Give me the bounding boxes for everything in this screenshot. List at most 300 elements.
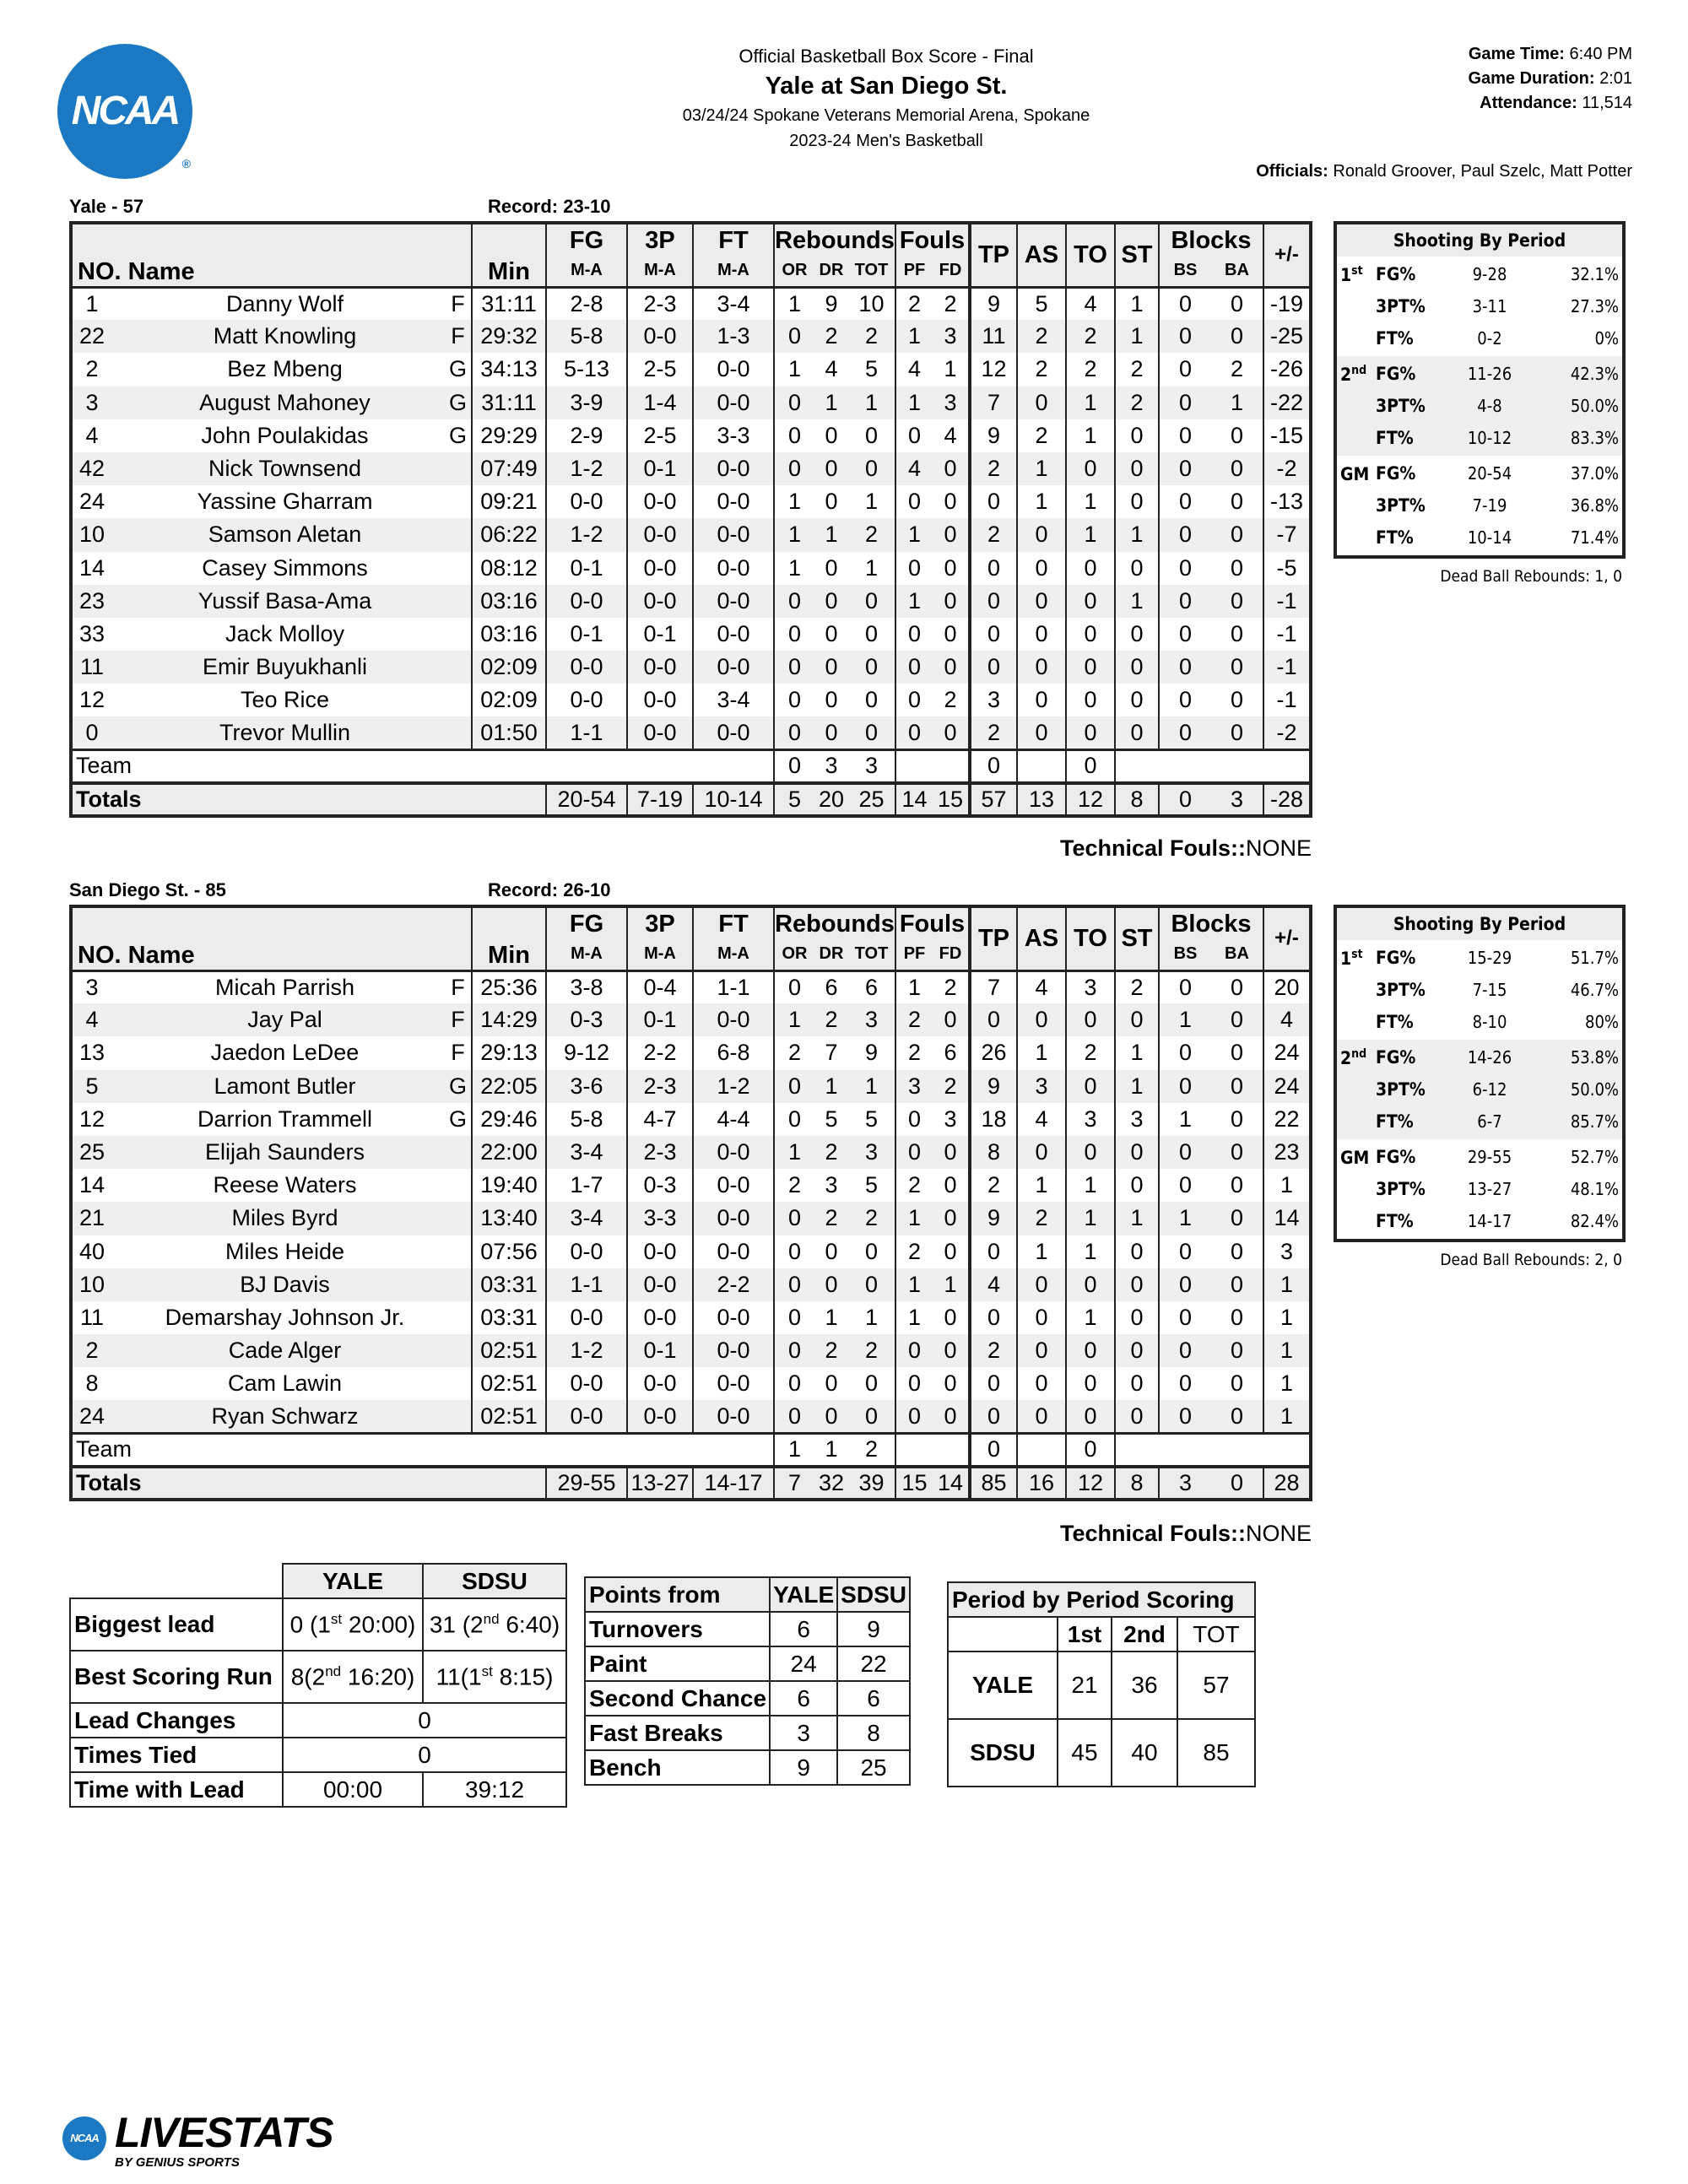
stat-tot: 3 <box>848 1136 895 1169</box>
points-from-table: Points from YALE SDSU Turnovers 6 9 Paint 24 22 Second Chance 6 6 Fast Breaks 3 8 Bench 9 25 <box>584 1576 911 1786</box>
player-name: Emir Buyukhanli <box>123 651 446 684</box>
percentage: 0% <box>1594 328 1619 349</box>
stat-dr: 2 <box>814 1003 848 1036</box>
stat-p3: 0-0 <box>627 1235 693 1268</box>
stat-pm: -2 <box>1263 452 1311 485</box>
total-st: 8 <box>1115 783 1159 816</box>
stat-dr: 1 <box>814 1070 848 1103</box>
made-attempted: 6-7 <box>1477 1111 1502 1132</box>
stat-dr: 2 <box>814 1136 848 1169</box>
stat-tp: 8 <box>970 1136 1017 1169</box>
stat-to: 1 <box>1066 419 1115 452</box>
player-number: 14 <box>78 554 106 581</box>
stat-or: 0 <box>774 1268 814 1301</box>
total-tp: 57 <box>970 783 1017 816</box>
player-position: G <box>446 1070 472 1103</box>
stat-st: 1 <box>1115 1070 1159 1103</box>
stat-ft: 0-0 <box>693 1334 774 1367</box>
stat-ba: 0 <box>1230 554 1244 581</box>
player-name: Lamont Butler <box>123 1070 446 1103</box>
stat-pf: 0 <box>895 419 933 452</box>
stat-pf: 0 <box>895 1103 933 1136</box>
stat-ba: 0 <box>1230 422 1244 448</box>
stat-p3: 0-0 <box>627 684 693 716</box>
stat-tot: 3 <box>848 1003 895 1036</box>
stat-st: 0 <box>1115 1169 1159 1202</box>
stat-ba: 0 <box>1230 489 1244 515</box>
total-dr: 32 <box>814 1467 848 1500</box>
shooting-by-period <box>1334 221 1626 559</box>
player-name: Yussif Basa-Ama <box>123 585 446 618</box>
player-min: 07:49 <box>472 452 546 485</box>
stat-bs: 0 <box>1159 320 1211 353</box>
stat-as: 1 <box>1017 1235 1066 1268</box>
stat-as: 3 <box>1017 1070 1066 1103</box>
team-name-score: Yale - 57 <box>69 196 144 217</box>
stat-or: 0 <box>774 618 814 651</box>
shooting-row <box>1337 422 1622 454</box>
player-name: BJ Davis <box>123 1268 446 1301</box>
stat-tp: 0 <box>970 552 1017 585</box>
stat-as: 0 <box>1017 716 1066 749</box>
stat-as: 0 <box>1017 1400 1066 1433</box>
stat-p3: 0-1 <box>627 452 693 485</box>
percentage: 32.1% <box>1570 264 1619 284</box>
stat-tot: 0 <box>848 651 895 684</box>
stat-ba: 0 <box>1211 585 1263 618</box>
player-position <box>446 1235 472 1268</box>
stat-as: 5 <box>1017 287 1066 320</box>
stat-p3: 0-3 <box>627 1169 693 1202</box>
total-fd: 15 <box>933 783 970 816</box>
stat-ft: 4-4 <box>693 1103 774 1136</box>
made-attempted: 3-11 <box>1472 296 1507 316</box>
stat-st: 0 <box>1115 1334 1159 1367</box>
stat-ft: 0-0 <box>693 1202 774 1235</box>
stat-ba: 2 <box>1230 356 1244 382</box>
stat-fg: 3-6 <box>546 1070 627 1103</box>
stat-fg: 3-9 <box>546 387 627 419</box>
stat-p3: 0-0 <box>627 1301 693 1334</box>
percentage: 27.3% <box>1570 296 1619 316</box>
player-number: 11 <box>79 1304 105 1330</box>
stat-label: 3PT% <box>1376 495 1426 516</box>
stat-to: 1 <box>1066 1169 1115 1202</box>
shooting-row <box>1337 358 1622 390</box>
total-fg: 29-55 <box>546 1467 627 1500</box>
total-bs: 0 <box>1159 783 1211 816</box>
stat-as: 1 <box>1017 452 1066 485</box>
stat-fg: 0-0 <box>546 651 627 684</box>
stat-ft: 3-3 <box>693 419 774 452</box>
ncaa-logo-text: NCAA <box>71 89 179 133</box>
player-row <box>71 1235 1311 1268</box>
player-position: F <box>446 1003 472 1036</box>
stat-p3: 1-4 <box>627 387 693 419</box>
stat-tot: 0 <box>864 687 879 713</box>
player-row <box>71 684 1311 716</box>
stat-bs: 0 <box>1159 1301 1211 1334</box>
player-min: 13:40 <box>472 1202 546 1235</box>
stat-dr: 0 <box>825 489 838 515</box>
stat-ft: 0-0 <box>693 651 774 684</box>
player-row <box>71 1400 1311 1433</box>
stat-st: 0 <box>1115 716 1159 749</box>
player-position: G <box>448 422 467 448</box>
stat-label: 3PT% <box>1376 396 1426 416</box>
totals-row: Totals 29-55 13-27 14-17 7 32 39 15 14 85 16 12 8 3 0 28 <box>71 1467 1311 1500</box>
stat-tp: 0 <box>970 1301 1017 1334</box>
shooting-row <box>1337 1041 1622 1073</box>
stat-pm: 22 <box>1263 1103 1311 1136</box>
stat-pf: 0 <box>895 618 933 651</box>
stat-tp: 26 <box>970 1036 1017 1069</box>
percentage: 85.7% <box>1570 1111 1619 1132</box>
stat-pf: 0 <box>895 651 933 684</box>
stat-ba: 0 <box>1230 1370 1244 1397</box>
stat-dr: 0 <box>814 1400 848 1433</box>
percentage: 46.7% <box>1570 980 1619 1000</box>
player-position <box>446 1169 472 1202</box>
stat-dr: 0 <box>825 1238 838 1264</box>
stat-pf: 0 <box>895 1367 933 1400</box>
stat-ba: 0 <box>1230 1106 1244 1132</box>
stat-pm: 14 <box>1263 1202 1311 1235</box>
stat-to: 0 <box>1066 552 1115 585</box>
player-row <box>71 387 1311 419</box>
stat-or: 0 <box>774 585 814 618</box>
stat-tot: 10 <box>858 290 885 316</box>
player-min: 22:00 <box>472 1136 546 1169</box>
stat-dr: 2 <box>814 1334 848 1367</box>
stat-pf: 0 <box>895 1136 933 1169</box>
made-attempted: 7-19 <box>1472 495 1507 516</box>
percentage: 80% <box>1585 1012 1619 1032</box>
player-row <box>71 485 1311 518</box>
stat-pf: 2 <box>895 1036 933 1069</box>
stat-st: 0 <box>1115 1003 1159 1036</box>
stat-or: 0 <box>774 387 814 419</box>
player-min: 31:11 <box>472 387 546 419</box>
stat-st: 0 <box>1115 485 1159 518</box>
stat-as: 0 <box>1017 618 1066 651</box>
stat-to: 1 <box>1066 518 1115 551</box>
total-pm: 28 <box>1263 1467 1311 1500</box>
points-from-row: Turnovers 6 9 <box>585 1612 910 1646</box>
points-from-row: Paint 24 22 <box>585 1646 910 1681</box>
game-info <box>1468 42 1632 116</box>
percentage: 36.8% <box>1570 495 1619 516</box>
stat-to: 0 <box>1066 716 1115 749</box>
stat-tp: 0 <box>970 585 1017 618</box>
stat-ft: 0-0 <box>693 1136 774 1169</box>
stat-tot: 0 <box>864 422 879 448</box>
total-ft: 10-14 <box>693 783 774 816</box>
player-position <box>446 552 472 585</box>
stat-fd: 0 <box>944 620 957 646</box>
player-number: 5 <box>71 1070 123 1103</box>
stat-fg: 2-8 <box>546 287 627 320</box>
stat-bs: 0 <box>1159 618 1211 651</box>
stat-tp: 18 <box>970 1103 1017 1136</box>
team-row: Team 1 1 2 0 0 <box>71 1434 1311 1467</box>
no-name-header: NO. Name <box>71 223 472 287</box>
stat-pm: -1 <box>1263 618 1311 651</box>
venue: 03/24/24 Spokane Veterans Memorial Arena, Spokane <box>682 106 1090 125</box>
player-position <box>446 1136 472 1169</box>
shooting-row <box>1337 522 1622 554</box>
shooting-row <box>1337 258 1622 290</box>
stat-p3: 0-0 <box>627 552 693 585</box>
player-number: 21 <box>71 1202 123 1235</box>
made-attempted: 8-10 <box>1472 1012 1507 1032</box>
percentage: 37.0% <box>1570 463 1619 484</box>
stat-to: 0 <box>1066 1268 1115 1301</box>
stat-pf: 2 <box>895 1169 933 1202</box>
stat-pf: 0 <box>895 1334 933 1367</box>
stat-fg: 9-12 <box>546 1036 627 1069</box>
stat-st: 0 <box>1115 1235 1159 1268</box>
stat-tp: 9 <box>970 1202 1017 1235</box>
shooting-row <box>1337 1205 1622 1237</box>
stat-fd: 0 <box>933 1202 970 1235</box>
player-number: 8 <box>85 1370 99 1397</box>
player-row <box>71 716 1311 749</box>
stat-to: 0 <box>1066 1136 1115 1169</box>
stat-tp: 12 <box>970 353 1017 386</box>
percentage: 50.0% <box>1570 396 1619 416</box>
stat-or: 2 <box>774 1036 814 1069</box>
stat-bs: 0 <box>1159 1367 1211 1400</box>
player-row <box>71 419 1311 452</box>
stat-tot: 0 <box>848 452 895 485</box>
stat-tp: 11 <box>970 320 1017 353</box>
period-label: 1st <box>1340 263 1363 285</box>
stat-p3: 2-5 <box>627 419 693 452</box>
stat-as: 1 <box>1017 485 1066 518</box>
totals-row: Totals 20-54 7-19 10-14 5 20 25 14 15 57 13 12 8 0 3 -28 <box>71 783 1311 816</box>
stat-label: FT% <box>1376 1211 1414 1231</box>
player-row <box>71 552 1311 585</box>
col-yale: YALE <box>283 1564 423 1598</box>
period-group <box>1337 356 1622 456</box>
player-position <box>446 585 472 618</box>
col-sdsu: SDSU <box>423 1564 566 1598</box>
stat-bs: 0 <box>1159 552 1211 585</box>
stat-p3: 0-0 <box>627 1367 693 1400</box>
stat-st: 2 <box>1115 387 1159 419</box>
player-min: 29:46 <box>472 1103 546 1136</box>
stat-to: 2 <box>1066 1036 1115 1069</box>
total-p3: 13-27 <box>627 1467 693 1500</box>
stat-tot: 0 <box>848 716 895 749</box>
player-row <box>71 651 1311 684</box>
stat-dr: 1 <box>825 1304 838 1330</box>
stat-pf: 0 <box>895 1400 933 1433</box>
stat-fg: 0-0 <box>546 1235 627 1268</box>
stat-p3: 0-4 <box>627 970 693 1003</box>
stat-fg: 5-13 <box>546 353 627 386</box>
stat-p3: 4-7 <box>627 1103 693 1136</box>
stat-ft: 3-4 <box>693 287 774 320</box>
player-row <box>71 1070 1311 1103</box>
stat-or: 0 <box>774 684 814 716</box>
stat-p3: 0-0 <box>627 485 693 518</box>
technical-fouls: Technical Fouls::NONE <box>1059 1521 1312 1546</box>
stat-pf: 4 <box>895 353 933 386</box>
stat-tot: 0 <box>848 1268 895 1301</box>
times-tied-value: 0 <box>283 1738 566 1772</box>
player-row <box>71 320 1311 353</box>
report-title: Yale at San Diego St. <box>765 73 1008 100</box>
attendance: Attendance: 11,514 <box>1480 94 1632 112</box>
stat-pm: 4 <box>1263 1003 1311 1036</box>
stat-tot: 2 <box>848 518 895 551</box>
stat-fd: 0 <box>944 489 957 515</box>
stat-ft: 0-0 <box>693 518 774 551</box>
stat-pf: 0 <box>895 716 933 749</box>
player-number: 3 <box>71 387 123 419</box>
player-name: Demarshay Johnson Jr. <box>165 1304 405 1330</box>
stat-ba: 0 <box>1230 290 1244 316</box>
player-position: G <box>446 387 472 419</box>
stat-to: 4 <box>1066 287 1115 320</box>
stat-p3: 0-0 <box>627 518 693 551</box>
stat-or: 0 <box>774 1334 814 1367</box>
player-min: 01:50 <box>472 716 546 749</box>
stat-pm: 1 <box>1263 1268 1311 1301</box>
stat-pf: 2 <box>895 287 933 320</box>
period-group <box>1337 456 1622 555</box>
stat-fg: 3-4 <box>546 1202 627 1235</box>
percentage: 83.3% <box>1570 428 1619 448</box>
player-row <box>71 1169 1311 1202</box>
stat-or: 0 <box>774 452 814 485</box>
stat-fd: 4 <box>944 422 957 448</box>
min-header: Min <box>472 906 546 970</box>
stat-fg: 0-0 <box>546 585 627 618</box>
stat-st: 0 <box>1115 684 1159 716</box>
stat-bs: 0 <box>1159 1334 1211 1367</box>
player-number: 25 <box>71 1136 123 1169</box>
player-name: August Mahoney <box>123 387 446 419</box>
stat-label: FT% <box>1376 1111 1414 1132</box>
player-name: Jaedon LeDee <box>210 1040 360 1066</box>
player-number: 0 <box>71 716 123 749</box>
stat-fd: 3 <box>933 320 970 353</box>
stat-tot: 5 <box>864 1106 879 1132</box>
total-tp: 85 <box>970 1467 1017 1500</box>
player-row <box>71 1202 1311 1235</box>
player-name: Reese Waters <box>213 1172 357 1198</box>
player-min: 03:31 <box>472 1301 546 1334</box>
stat-tp: 7 <box>970 970 1017 1003</box>
stat-ba: 0 <box>1230 687 1244 713</box>
percentage: 50.0% <box>1570 1079 1619 1100</box>
stat-pf: 2 <box>895 1235 933 1268</box>
player-position <box>446 485 472 518</box>
made-attempted: 11-26 <box>1467 364 1512 384</box>
player-min: 08:12 <box>472 552 546 585</box>
stat-ft: 1-1 <box>693 970 774 1003</box>
stat-fd: 0 <box>933 585 970 618</box>
stat-st: 0 <box>1115 552 1159 585</box>
player-number: 14 <box>78 1172 106 1198</box>
stat-pm: 20 <box>1263 970 1311 1003</box>
stat-tot: 1 <box>864 554 879 581</box>
player-name: Miles Byrd <box>123 1202 446 1235</box>
stat-pm: -15 <box>1263 419 1311 452</box>
stat-tp: 0 <box>970 485 1017 518</box>
stat-tot: 1 <box>864 489 879 515</box>
stat-ft: 2-2 <box>693 1268 774 1301</box>
stat-ft: 0-0 <box>693 1235 774 1268</box>
shooting-by-period <box>1334 905 1626 1242</box>
player-min: 34:13 <box>472 353 546 386</box>
stat-fd: 2 <box>944 974 957 1000</box>
stat-tp: 0 <box>970 651 1017 684</box>
stat-pm: 1 <box>1263 1334 1311 1367</box>
stat-to: 0 <box>1066 1400 1115 1433</box>
player-name: Micah Parrish <box>214 974 355 1000</box>
stat-bs: 0 <box>1159 353 1211 386</box>
period-scoring-table: Period by Period Scoring 1st 2nd TOT YALE 21 36 57 SDSU 45 40 85 <box>947 1581 1256 1787</box>
stat-tp: 3 <box>970 684 1017 716</box>
stat-to: 0 <box>1066 684 1115 716</box>
player-row <box>71 1301 1311 1334</box>
stat-or: 1 <box>774 1003 814 1036</box>
stat-tot: 5 <box>864 356 879 382</box>
stat-or: 0 <box>774 1103 814 1136</box>
stat-ft: 0-0 <box>693 585 774 618</box>
player-number: 33 <box>78 620 106 646</box>
stat-pm: -1 <box>1263 585 1311 618</box>
dead-ball-rebounds: Dead Ball Rebounds: 2, 0 <box>1440 1251 1622 1269</box>
stat-pm: -1 <box>1263 651 1311 684</box>
period-label: GM <box>1340 463 1370 484</box>
player-number: 4 <box>71 1003 123 1036</box>
stat-fd: 2 <box>944 687 957 713</box>
stat-to: 2 <box>1066 353 1115 386</box>
player-name: Cam Lawin <box>227 1370 343 1397</box>
stat-dr: 2 <box>814 320 848 353</box>
time-with-lead-yale: 00:00 <box>283 1772 423 1807</box>
total-ft: 14-17 <box>693 1467 774 1500</box>
stat-fg: 0-0 <box>546 1301 627 1334</box>
player-number: 11 <box>71 651 123 684</box>
percentage: 82.4% <box>1570 1211 1619 1231</box>
stat-dr: 0 <box>814 651 848 684</box>
stat-ba: 1 <box>1211 387 1263 419</box>
period-label: 2nd <box>1340 363 1367 385</box>
stat-as: 0 <box>1017 518 1066 551</box>
stat-st: 0 <box>1115 618 1159 651</box>
stat-dr: 0 <box>825 422 838 448</box>
period-group <box>1337 257 1622 356</box>
stat-tp: 0 <box>970 1003 1017 1036</box>
stat-bs: 1 <box>1159 1003 1211 1036</box>
stat-st: 1 <box>1115 320 1159 353</box>
shooting-row <box>1337 290 1622 322</box>
stat-st: 1 <box>1115 287 1159 320</box>
player-number: 23 <box>71 585 123 618</box>
stat-ba: 0 <box>1211 1070 1263 1103</box>
stat-label: FG% <box>1376 364 1416 384</box>
stat-to: 0 <box>1066 1334 1115 1367</box>
stat-tot: 0 <box>864 620 879 646</box>
stat-as: 2 <box>1017 320 1066 353</box>
stat-pm: 1 <box>1263 1367 1311 1400</box>
